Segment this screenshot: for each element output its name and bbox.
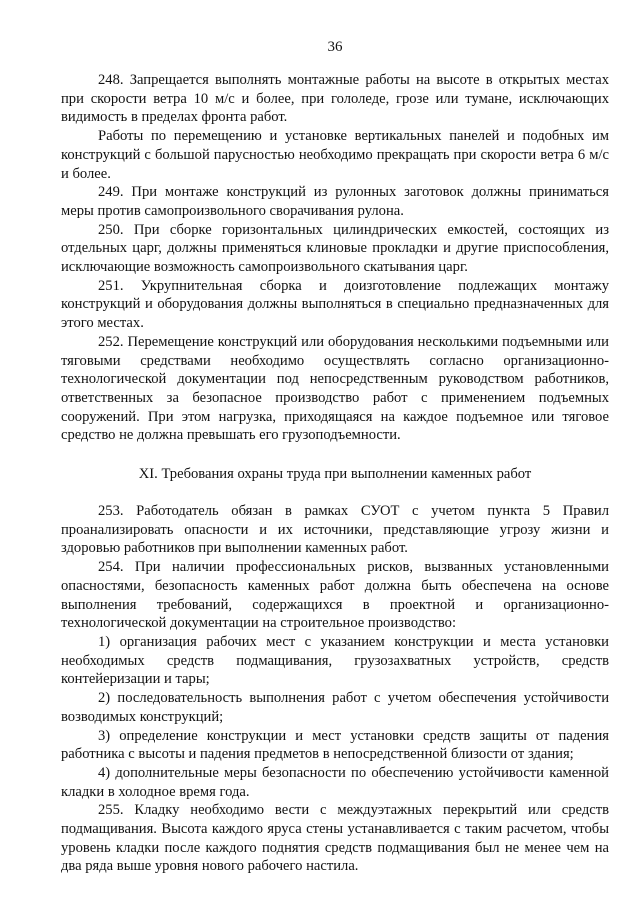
list-item-3: 3) определение конструкции и мест установки средств защиты от падения работника с высоты и падения предметов в непосредственной близости от здания; <box>61 727 609 763</box>
paragraph-252: 252. Перемещение конструкций или оборудования несколькими подъемными или тяговыми средствами необходимо осуществлять согласно организационно-технологической документации под непосредственным руководством работников, ответственных за безопасное производство работ с применением подъемных сооружений. При этом нагрузка, приходящаяся на каждое подъемное или тяговое средство не должна превышать его грузоподъемности. <box>61 333 609 444</box>
page-number: 36 <box>327 39 343 55</box>
paragraph-249: 249. При монтаже конструкций из рулонных заготовок должны приниматься меры против самопроизвольного сворачивания рулона. <box>61 184 609 219</box>
paragraph-254: 254. При наличии профессиональных рисков, вызванных установленными опасностями, безопасность каменных работ должна быть обеспечена на основе выполнения требований, содержащихся в проектной и организационно-технологической документации на строительное производство: <box>61 559 609 632</box>
list-item-2: 2) последовательность выполнения работ с учетом обеспечения устойчивости возводимых конструкций; <box>61 690 609 725</box>
paragraph-251: 251. Укрупнительная сборка и доизготовление подлежащих монтажу конструкций и оборудования должны выполняться в специально предназначенных для этого местах. <box>61 277 609 332</box>
paragraph-248-cont: Работы по перемещению и установке вертикальных панелей и подобных им конструкций с большой парусностью необходимо прекращать при скорости ветра 6 м/с и более. <box>61 128 609 182</box>
section-b <box>61 502 609 876</box>
section-a <box>61 71 609 445</box>
list-item-4: 4) дополнительные меры безопасности по обеспечению устойчивости каменной кладки в холодное время года. <box>61 764 609 800</box>
paragraph-248: 248. Запрещается выполнять монтажные работы на высоте в открытых местах при скорости ветра 10 м/с и более, при гололеде, грозе или тумане, исключающих видимость в пределах фронта работ. <box>61 72 609 126</box>
document-page <box>61 38 609 876</box>
paragraph-253: 253. Работодатель обязан в рамках СУОТ с учетом пункта 5 Правил проанализировать опасности и их источники, представляющие угрозу жизни и здоровью работников при выполнении каменных работ. <box>61 503 609 557</box>
section-heading: XI. Требования охраны труда при выполнении каменных работ <box>138 466 532 483</box>
paragraph-250: 250. При сборке горизонтальных цилиндрических емкостей, состоящих из отдельных царг, должны применяться клиновые прокладки и другие приспособления, исключающие возможность самопроизвольного скатывания царг. <box>61 221 609 276</box>
paragraph-255: 255. Кладку необходимо вести с междуэтажных перекрытий или средств подмащивания. Высота каждого яруса стены устанавливается с таким расчетом, чтобы уровень кладки после каждого поднятия средств подмащивания был не менее чем на два ряда выше уровня нового рабочего настила. <box>61 802 609 875</box>
list-item-1: 1) организация рабочих мест с указанием конструкции и места установки необходимых средств подмащивания, грузозахватных устройств, средств контейеризации и тары; <box>61 633 609 688</box>
